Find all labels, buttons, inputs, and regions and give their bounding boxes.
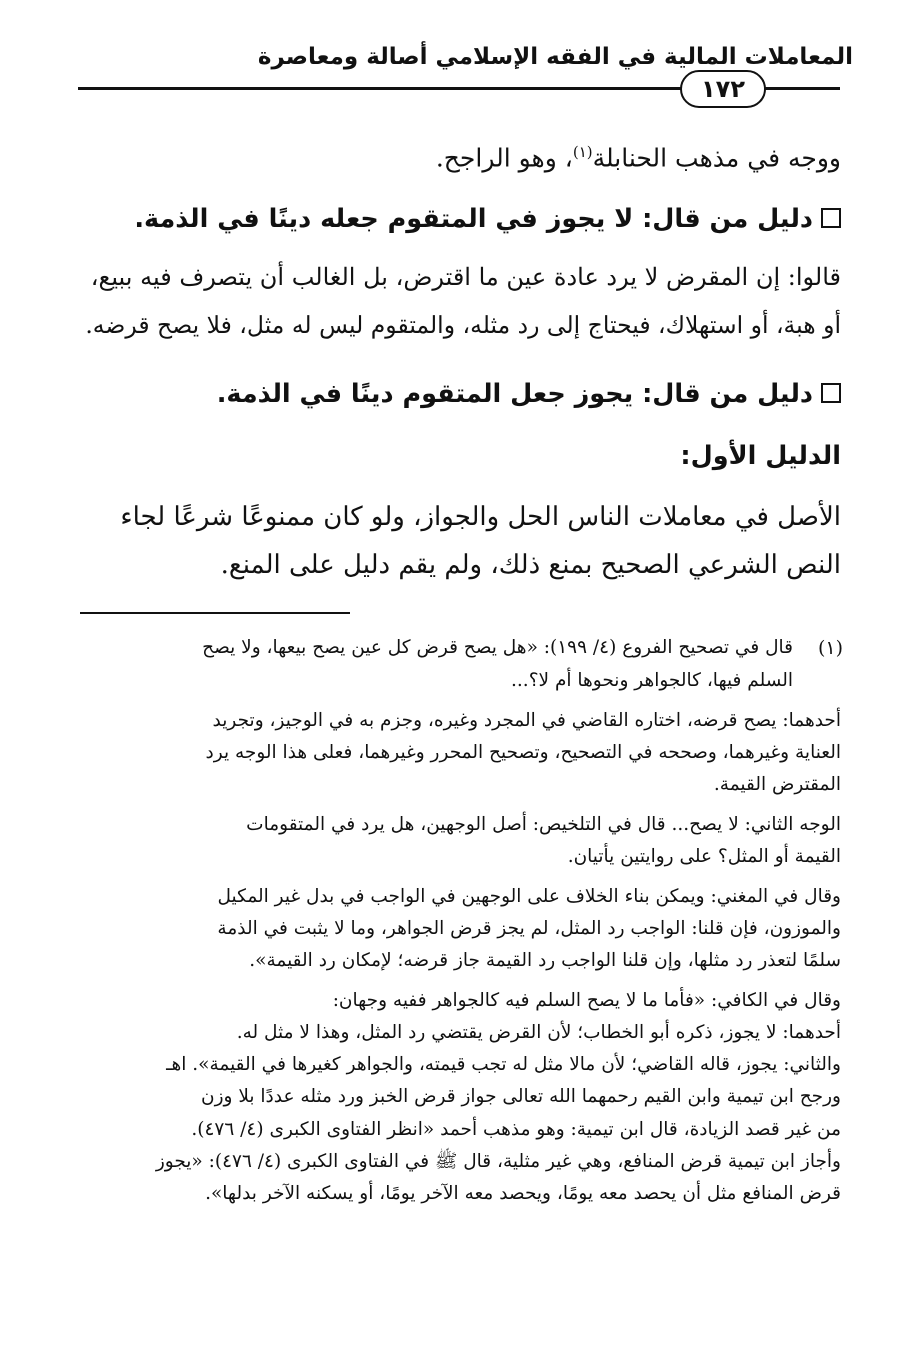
para1-line-2: أو هبة، أو استهلاك، فيحتاج إلى رد مثله، والمتقوم ليس له مثل، فلا يصح قرضه.	[85, 311, 841, 339]
footnote-line: الوجه الثاني: لا يصح... قال في التلخيص: أصل الوجهين، هل يرد في المتقومات	[246, 814, 841, 835]
body-line-1	[81, 132, 841, 178]
footnote-line: أحدهما: لا يجوز، ذكره أبو الخطاب؛ لأن القرض يقتضي رد المثل، وهذا لا مثل له.	[236, 1022, 841, 1043]
page-number-badge: ١٧٢	[680, 70, 766, 108]
footnote-separator	[80, 612, 350, 614]
heading-permitted-text: دليل من قال: يجوز جعل المتقوم دينًا في الذمة.	[216, 379, 813, 409]
para2-line-2: النص الشرعي الصحيح بمنع ذلك، ولم يقم دليل على المنع.	[220, 550, 841, 580]
footnote-line: القيمة أو المثل؟ على روايتين يأتيان.	[567, 846, 841, 867]
footnote-line: سلمًا لتعذر رد مثلها، وإن قلنا الواجب رد القيمة جاز قرضه؛ لإمكان رد القيمة».	[249, 950, 841, 971]
para2-line-1: الأصل في معاملات الناس الحل والجواز، ولو كان ممنوعًا شرعًا لجاء	[120, 502, 841, 532]
line1-text-after: ، وهو الراجح.	[435, 143, 573, 173]
line1-text-before: ووجه في مذهب الحنابلة	[592, 143, 841, 173]
footnote-line: وقال في المغني: ويمكن بناء الخلاف على الوجهين في الواجب في بدل غير المكيل	[217, 886, 841, 907]
footnote-line: المقترض القيمة.	[713, 774, 841, 795]
footnote-reference[interactable]: (١)	[572, 143, 593, 161]
footnote-line: من غير قصد الزيادة، قال ابن تيمية: وهو مذهب أحمد «انظر الفتاوى الكبرى (٤/ ٤٧٦).	[191, 1119, 841, 1140]
running-title: المعاملات المالية في الفقه الإسلامي أصالة ومعاصرة	[257, 44, 853, 70]
footnote-line: والموزون، فإن قلنا: الواجب رد المثل، لم يجز قرض الجواهر، وما لا يثبت في الذمة	[217, 918, 841, 939]
heading-permitted	[81, 374, 841, 414]
footnote-line: العناية وغيرهما، وصححه في التصحيح، وتصحيح المحرر وغيرهما، فعلى هذا الوجه يرد	[205, 742, 841, 763]
footnote-line: قال في تصحيح الفروع (٤/ ١٩٩): «هل يصح قرض كل عين يصح بيعها، ولا يصح	[202, 637, 793, 658]
footnote-line: وقال في الكافي: «فأما ما لا يصح السلم فيه كالجواهر ففيه وجهان:	[332, 990, 841, 1011]
footnote-marker: (١)	[817, 637, 843, 659]
footnote-line: ورجح ابن تيمية وابن القيم رحمهما الله تعالى جواز قرض الخبز ورد مثله عددًا بلا وزن	[200, 1086, 841, 1107]
footnote-line: وأجاز ابن تيمية قرض المنافع، وهي غير مثلية، قال ﷺ في الفتاوى الكبرى (٤/ ٤٧٦): «يجوز	[155, 1151, 841, 1172]
footnote-line: قرض المنافع مثل أن يحصد معه يومًا، ويحصد معه الآخر يومًا، أو يسكنه الآخر بدلها».	[205, 1183, 841, 1204]
footnote-line: والثاني: يجوز، قاله القاضي؛ لأن مالا مثل له تجب قيمته، والجواهر كغيرها في القيمة». اهـ	[166, 1054, 841, 1075]
footnote-line: أحدهما: يصح قرضه، اختاره القاضي في المجرد وغيره، وجزم به في الوجيز، وتجريد	[212, 710, 841, 731]
square-bullet-icon	[821, 383, 841, 403]
heading-not-permitted	[81, 199, 841, 239]
footnote-line: السلم فيها، كالجواهر ونحوها أم لا؟...	[511, 670, 793, 691]
square-bullet-icon	[821, 208, 841, 228]
para1-line-1: قالوا: إن المقرض لا يرد عادة عين ما اقترض، بل الغالب أن يتصرف فيه ببيع،	[90, 263, 841, 291]
subheading-first-evidence: الدليل الأول:	[680, 441, 841, 471]
heading-not-permitted-text: دليل من قال: لا يجوز في المتقوم جعله دينًا في الذمة.	[134, 204, 813, 234]
